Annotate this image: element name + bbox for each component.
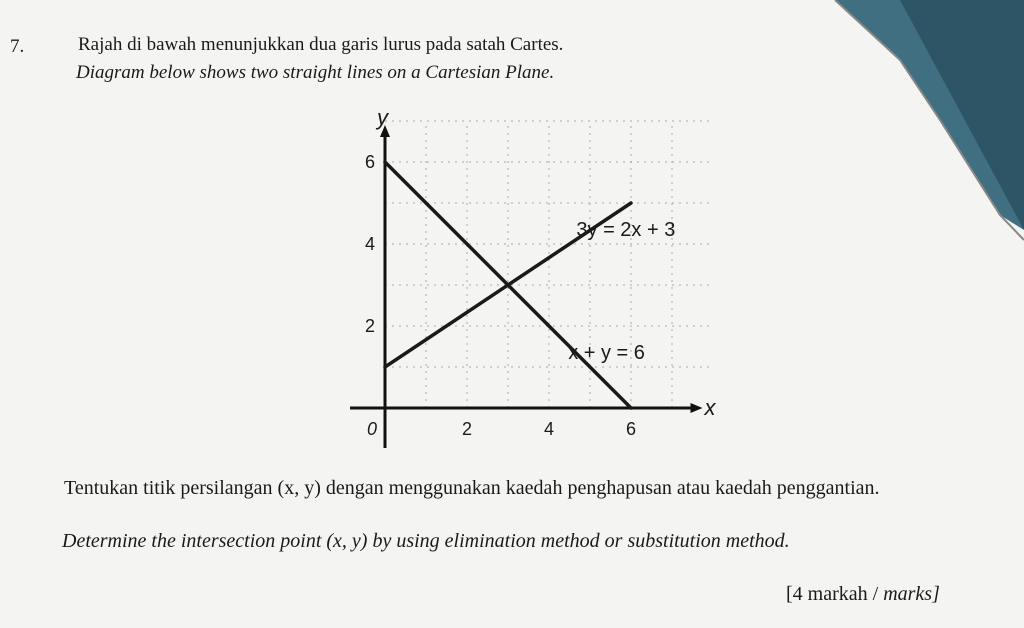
question-number: 7. bbox=[10, 36, 25, 57]
marks-allocation bbox=[786, 583, 940, 606]
marks-malay: [4 markah / bbox=[786, 583, 879, 605]
instruction-malay: Tentukan titik persilangan (x, y) dengan menggunakan kaedah penghapusan atau kaedah penggantian. bbox=[64, 477, 880, 499]
y-axis-label: y bbox=[377, 110, 388, 130]
y-tick-label-6: 6 bbox=[365, 152, 376, 172]
series-label-2: x + y = 6 bbox=[568, 341, 645, 364]
instruction-english: Determine the intersection point (x, y) by using elimination method or substitution method. bbox=[62, 530, 790, 552]
marks-english: marks] bbox=[883, 583, 940, 605]
x-axis-arrow bbox=[691, 403, 703, 413]
question-text-english: Diagram below shows two straight lines on a Cartesian Plane. bbox=[76, 62, 555, 83]
y-tick-label-2: 2 bbox=[365, 316, 376, 336]
question-text-malay: Rajah di bawah menunjukkan dua garis lurus pada satah Cartes. bbox=[78, 34, 564, 55]
cartesian-graph bbox=[340, 110, 720, 450]
y-tick-label-4: 4 bbox=[365, 234, 376, 254]
x-tick-label-2: 2 bbox=[462, 419, 473, 439]
origin-label: 0 bbox=[367, 419, 378, 439]
x-tick-label-6: 6 bbox=[626, 419, 637, 439]
series-label-1: 3y = 2x + 3 bbox=[576, 218, 676, 241]
x-tick-label-4: 4 bbox=[544, 419, 555, 439]
grid-lines bbox=[385, 121, 713, 408]
x-axis-label: x bbox=[704, 395, 716, 420]
